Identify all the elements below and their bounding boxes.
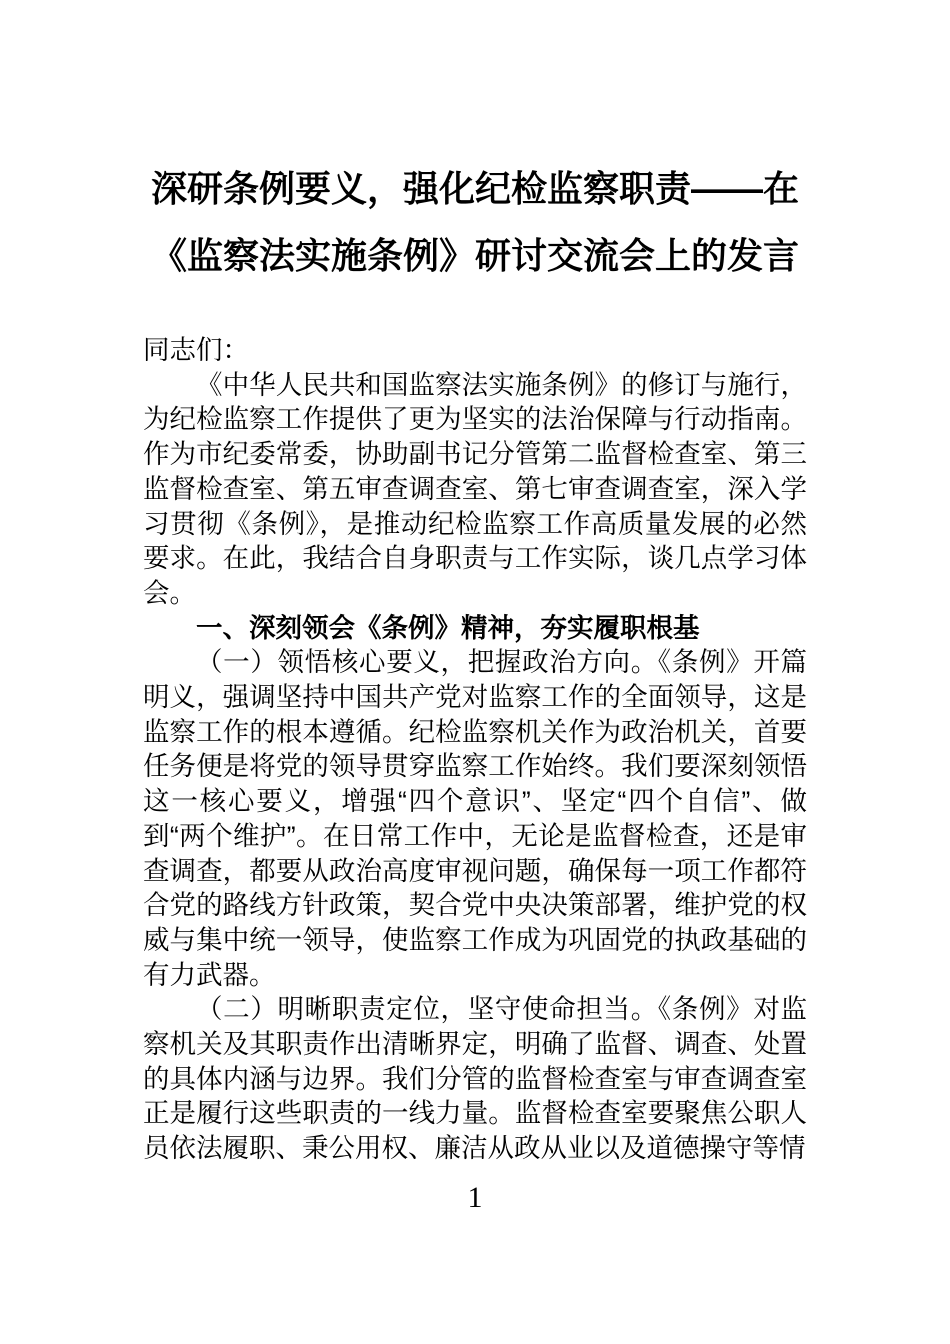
page-number: 1 [467,1181,483,1214]
document-title: 深研条例要义，强化纪检监察职责——在《监察法实施条例》研讨交流会上的发言 [150,168,799,276]
intro-paragraph: 《中华人民共和国监察法实施条例》的修订与施行，为纪检监察工作提供了更为坚实的法治保障与行动指南。作为市纪委常委，协助副书记分管第二监督检查室、第三监督检查室、第五审查调查室、第七审查调查室，深入学习贯彻《条例》，是推动纪检监察工作高质量发展的必然要求。在此，我结合自身职责与工作实际，谈几点学习体会。 [143,369,807,608]
document-body [143,333,807,1166]
section-heading: 一、深刻领会《条例》精神，夯实履职根基 [196,612,700,643]
subsection-paragraph-two: （二）明晰职责定位，坚守使命担当。《条例》对监察机关及其职责作出清晰界定，明确了监督、调查、处置的具体内涵与边界。我们分管的监督检查室与审查调查室正是履行这些职责的一线力量。监督检查室要聚焦公职人员依法履职、秉公用权、廉洁从政从业以及道德操守等情 [143,994,807,1164]
salutation-paragraph: 同志们： [143,335,249,365]
subsection-paragraph-one: （一）领悟核心要义，把握政治方向。《条例》开篇明义，强调坚持中国共产党对监察工作的全面领导，这是监察工作的根本遵循。纪检监察机关作为政治机关，首要任务便是将党的领导贯穿监察工作始终。我们要深刻领悟这一核心要义，增强“四个意识”、坚定“四个自信”、做到“两个维护”。在日常工作中，无论是监督检查，还是审查调查，都要从政治高度审视问题，确保每一项工作都符合党的路线方针政策，契合党中央决策部署，维护党的权威与集中统一领导，使监察工作成为巩固党的执政基础的有力武器。 [143,647,807,990]
document-content [143,0,807,1166]
